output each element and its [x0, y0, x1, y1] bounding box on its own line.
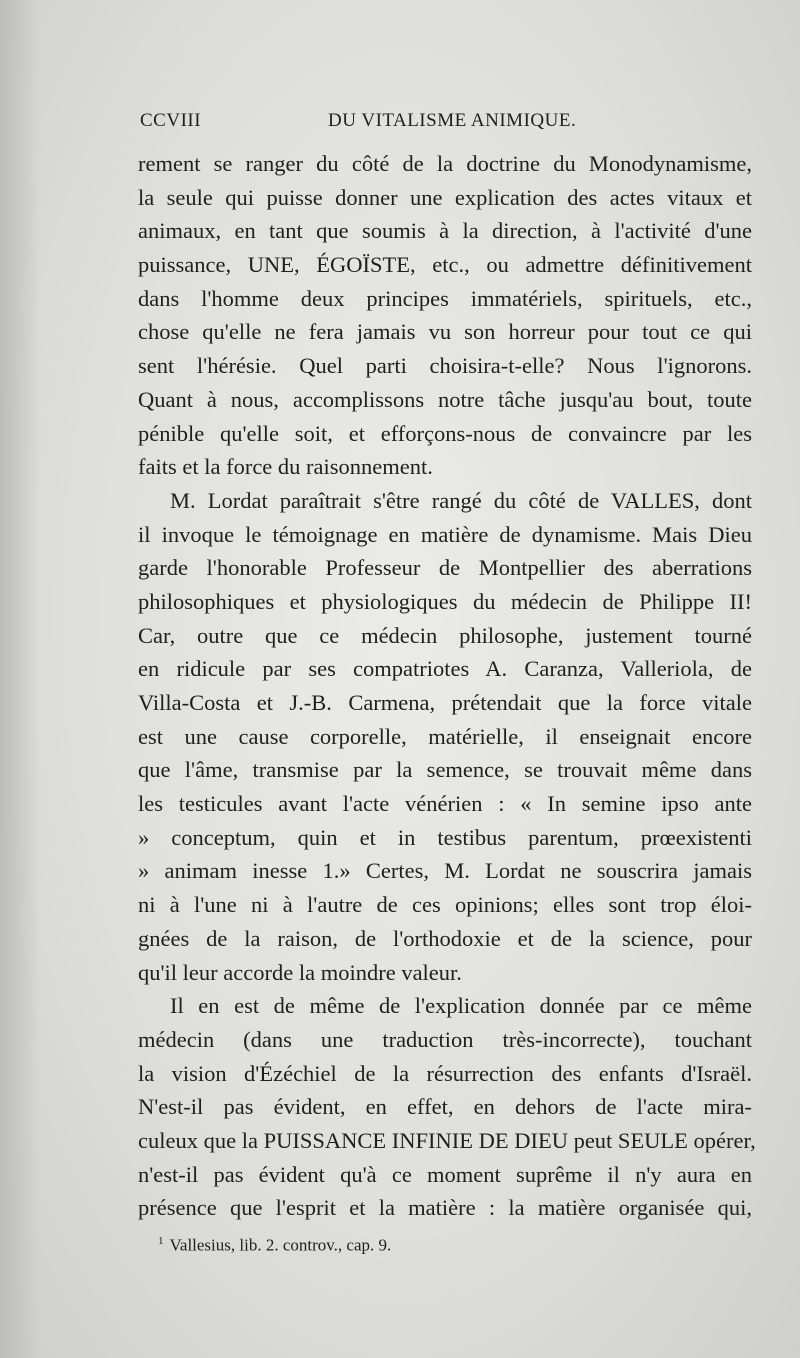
text-line: gnées de la raison, de l'orthodoxie et de la science, pour [138, 925, 752, 951]
page-header [138, 110, 758, 136]
text-line: Villa-Costa et J.-B. Carmena, prétendait que la force vitale [138, 690, 752, 715]
text-line: chose qu'elle ne fera jamais vu son horreur pour tout ce qui [138, 319, 752, 345]
text-line: » conceptum, quin et in testibus parentum, prœexistenti [138, 824, 752, 850]
text-line: est une cause corporelle, matérielle, il enseignait encore [138, 723, 752, 749]
page-number: CCVIII [140, 110, 202, 131]
text-line: faits et la force du raisonnement. [138, 454, 433, 480]
text-line: la seule qui puisse donner une explication des actes vitaux et [138, 184, 752, 210]
text-line: la vision d'Ézéchiel de la résurrection des enfants d'Israël. [138, 1060, 752, 1086]
text-line: n'est-il pas évident qu'à ce moment suprême il n'y aura en [138, 1161, 752, 1187]
text-line: dans l'homme deux principes immatériels, spirituels, etc., [138, 285, 752, 311]
body-text [138, 147, 756, 1225]
text-line: pénible qu'elle soit, et efforçons-nous de convaincre par les [138, 420, 752, 446]
text-line: sent l'hérésie. Quel parti choisira-t-elle? Nous l'ignorons. [138, 353, 752, 379]
page-gutter-shadow [0, 0, 40, 1358]
text-line: présence que l'esprit et la matière : la matière organisée qui, [138, 1195, 752, 1221]
text-line: en ridicule par ses compatriotes A. Caranza, Valleriola, de [138, 656, 752, 682]
text-line: Car, outre que ce médecin philosophe, justement tourné [138, 622, 752, 648]
text-line: les testicules avant l'acte vénérien : « In semine ipso ante [138, 791, 752, 817]
text-line: culeux que la PUISSANCE INFINIE DE DIEU peut SEULE opérer, [138, 1127, 756, 1153]
text-line: » animam inesse 1.» Certes, M. Lordat ne souscrira jamais [138, 858, 752, 884]
text-line: il invoque le témoignage en matière de dynamisme. Mais Dieu [138, 521, 752, 547]
text-line: puissance, UNE, ÉGOÏSTE, etc., ou admettre définitivement [138, 252, 752, 278]
text-line: M. Lordat paraîtrait s'être rangé du côté de VALLES, dont [170, 487, 752, 513]
footnote-text: Vallesius, lib. 2. controv., cap. 9. [169, 1235, 392, 1255]
text-line: ni à l'une ni à l'autre de ces opinions; elles sont trop éloi- [138, 892, 752, 918]
text-line: animaux, en tant que soumis à la direction, à l'activité d'une [138, 218, 752, 244]
text-line: Quant à nous, accomplissons notre tâche jusqu'au bout, toute [138, 386, 752, 412]
text-line: rement se ranger du côté de la doctrine du Monodynamisme, [138, 151, 752, 176]
text-line: qu'il leur accorde la moindre valeur. [138, 959, 462, 985]
footnote-marker: 1 [158, 1235, 164, 1247]
text-line: N'est-il pas évident, en effet, en dehors de l'acte mira- [138, 1094, 752, 1120]
footnote [158, 1235, 391, 1256]
text-line: médecin (dans une traduction très-incorrecte), touchant [138, 1026, 752, 1052]
text-line: garde l'honorable Professeur de Montpellier des aberrations [138, 555, 752, 581]
text-line: philosophiques et physiologiques du médecin de Philippe II! [138, 588, 752, 614]
text-line: que l'âme, transmise par la semence, se trouvait même dans [138, 757, 752, 783]
text-line: Il en est de même de l'explication donnée par ce même [170, 993, 752, 1019]
running-title: DU VITALISME ANIMIQUE. [328, 110, 577, 131]
